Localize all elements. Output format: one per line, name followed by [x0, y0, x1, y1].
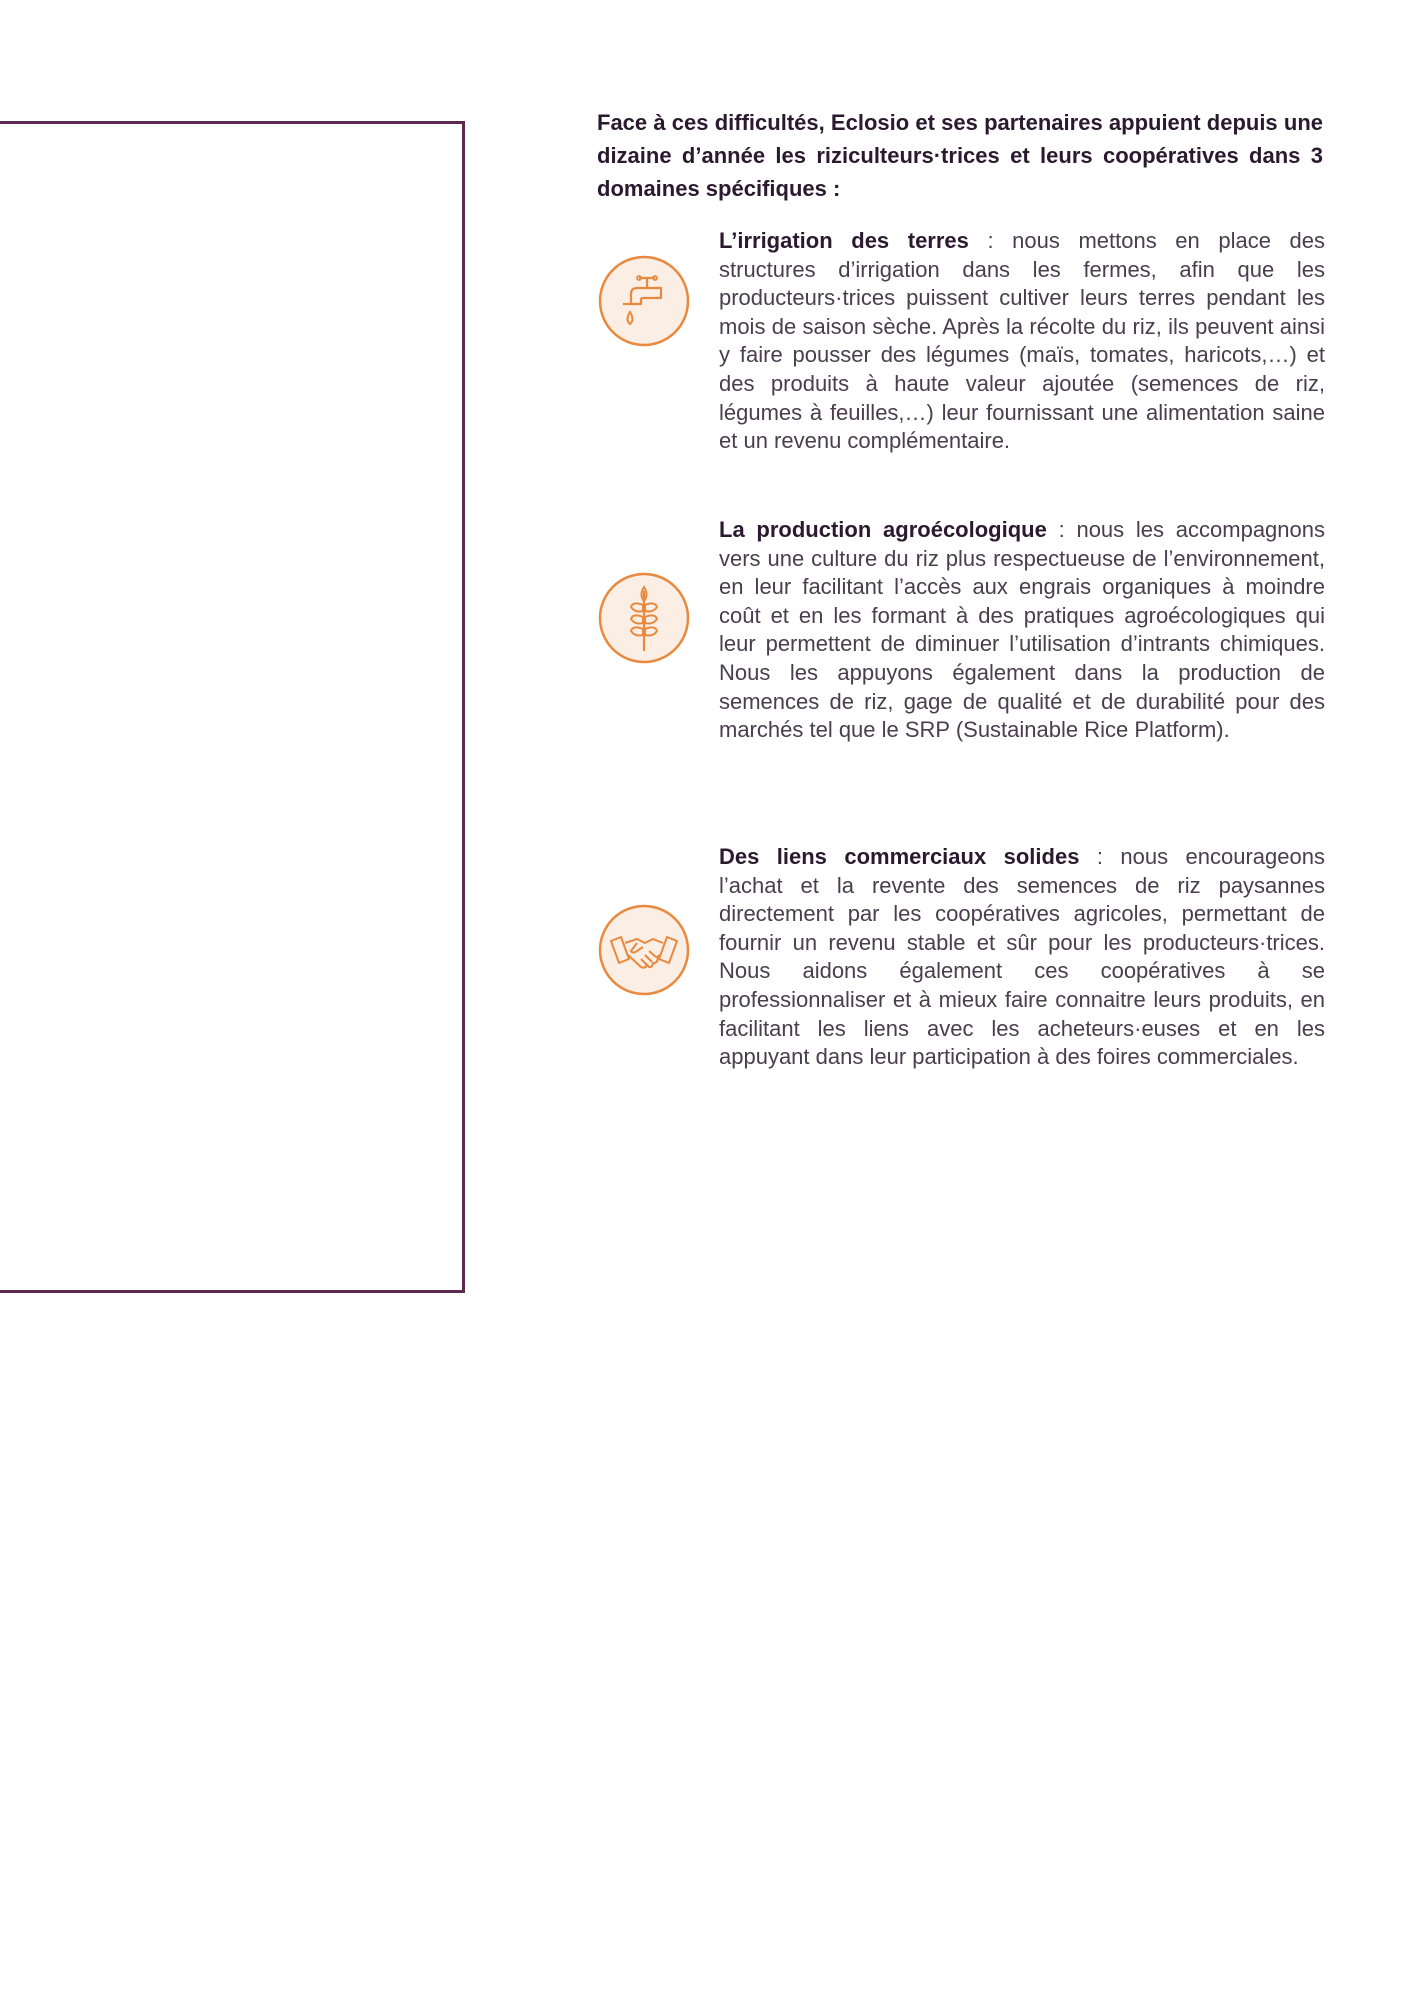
item-irrigation-body: : nous mettons en place des structures d’irrigation dans les fermes, afin que les producteurs·trices puissent cultiver leurs terres pendant les mois de saison sèche. Après la récolte du riz, ils peuvent ainsi y faire pousser des légumes (maïs, tomates, haricots,…) et des produits à haute valeur ajoutée (semences de riz, légumes à feuilles,…) leur fournissant une alimentation saine et un revenu complémentaire.: [719, 228, 1325, 454]
item-agroecology-title: La production agroécologique: [719, 517, 1047, 542]
intro-paragraph: Face à ces difficultés, Eclosio et ses partenaires appuient depuis une dizaine d’année les riziculteurs·trices et leurs coopératives dans 3 domaines spécifiques :: [597, 110, 1323, 201]
item-irrigation-text: [719, 227, 1325, 456]
item-agroecology-text: [719, 516, 1325, 745]
item-agroecology-body: : nous les accompagnons vers une culture du riz plus respectueuse de l’environnement, en leur facilitant l’accès aux engrais organiques à moindre coût et en les formant à des pratiques agroécologiques qui leur permettent de diminuer l’utilisation d’intrants chimiques. Nous les appuyons également dans la production de semences de riz, gage de qualité et de durabilité pour des marchés tel que le SRP (Sustainable Rice Platform).: [719, 517, 1325, 743]
item-commerce-title: Des liens commerciaux solides: [719, 844, 1080, 869]
image-frame: [0, 121, 465, 1293]
item-irrigation-title: L’irrigation des terres: [719, 228, 969, 253]
wheat-icon: [597, 571, 691, 665]
water-tap-icon: [597, 254, 691, 348]
item-commerce-text: [719, 843, 1325, 1072]
handshake-icon: [597, 903, 691, 997]
item-commerce-body: : nous encourageons l’achat et la revente des semences de riz paysannes directement par les coopératives agricoles, permettant de fournir un revenu stable et sûr pour les producteurs·trices. Nous aidons également ces coopératives à se professionnaliser et à mieux faire connaitre leurs produits, en facilitant les liens avec les acheteurs·euses et en les appuyant dans leur participation à des foires commerciales.: [719, 844, 1325, 1070]
